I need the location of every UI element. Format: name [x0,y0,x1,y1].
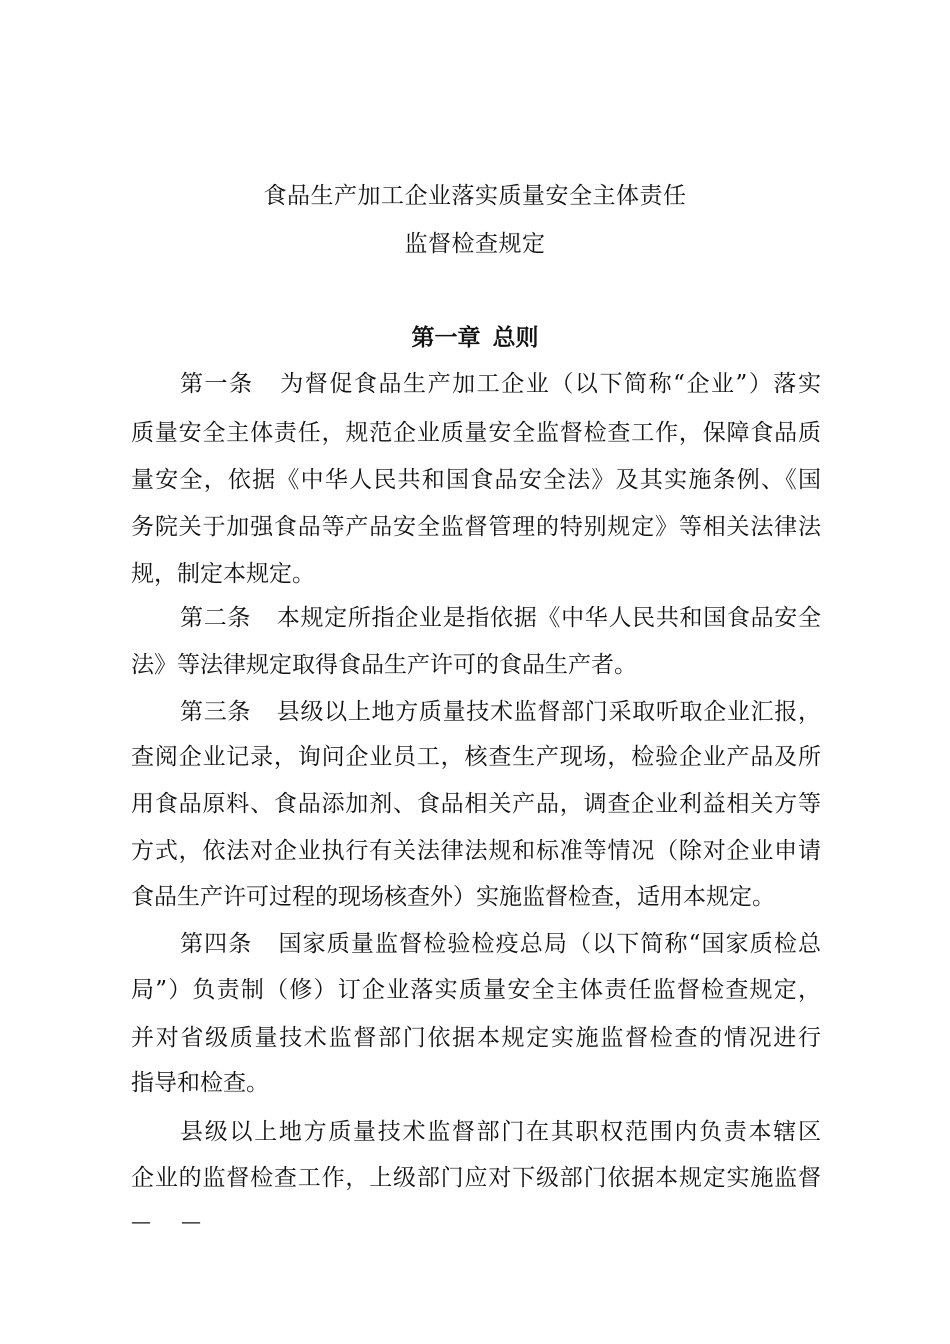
article-4-line-1 [180,929,821,959]
footer-left-dash: — [131,1209,151,1233]
article-3-line-2: 查阅企业记录，询问企业员工，核查生产现场，检验企业产品及所 [131,744,821,770]
article-3-line-3: 用食品原料、食品添加剂、食品相关产品，调查企业利益相关方等 [131,791,821,817]
article-1-line-4: 务院关于加强食品等产品安全监督管理的特别规定》等相关法律法 [131,514,821,540]
article-4-label: 第四条 [180,931,253,957]
article-3-line-1 [180,697,821,727]
article-2-label: 第二条 [180,605,252,631]
article-3-line-5: 食品生产许可过程的现场核查外）实施监督检查，适用本规定。 [131,884,775,910]
article-4-text-1: 国家质量监督检验检疫总局（以下简称“国家质检总 [277,931,821,957]
paragraph-5-line-2: 企业的监督检查工作，上级部门应对下级部门依据本规定实施监督 [131,1165,821,1191]
article-2-text-1: 本规定所指企业是指依据《中华人民共和国食品安全 [276,605,822,631]
chapter-name: 总则 [492,325,539,351]
document-title-line-1: 食品生产加工企业落实质量安全主体责任 [263,183,687,209]
footer-right-dash: — [181,1209,201,1233]
page-footer [131,1209,201,1233]
article-3-line-4: 方式，依法对企业执行有关法律法规和标准等情况（除对企业申请 [131,838,821,864]
chapter-number: 第一章 [411,325,481,351]
article-1-line-5: 规，制定本规定。 [131,561,315,587]
article-2-line-2: 法》等法律规定取得食品生产许可的食品生产者。 [131,652,637,678]
article-1-line-3: 量安全，依据《中华人民共和国食品安全法》及其实施条例、《国 [131,467,821,493]
chapter-heading [0,322,950,354]
article-3-text-1: 县级以上地方质量技术监督部门采取听取企业汇报， [276,699,822,725]
article-1-line-2: 质量安全主体责任，规范企业质量安全监督检查工作，保障食品质 [131,420,821,446]
article-4-line-3: 并对省级质量技术监督部门依据本规定实施监督检查的情况进行 [131,1025,821,1051]
article-4-line-4: 指导和检查。 [131,1070,269,1096]
article-1-line-1 [180,369,821,399]
article-1-text-1: 为督促食品生产加工企业（以下简称“企业”）落实 [278,371,821,397]
article-3-label: 第三条 [180,699,252,725]
paragraph-5-line-1: 县级以上地方质量技术监督部门在其职权范围内负责本辖区 [180,1119,821,1145]
article-1-label: 第一条 [180,371,254,397]
document-title-line-2: 监督检查规定 [404,231,546,257]
article-2-line-1 [180,603,821,633]
article-4-line-2: 局”）负责制（修）订企业落实质量安全主体责任监督检查规定， [131,977,821,1003]
